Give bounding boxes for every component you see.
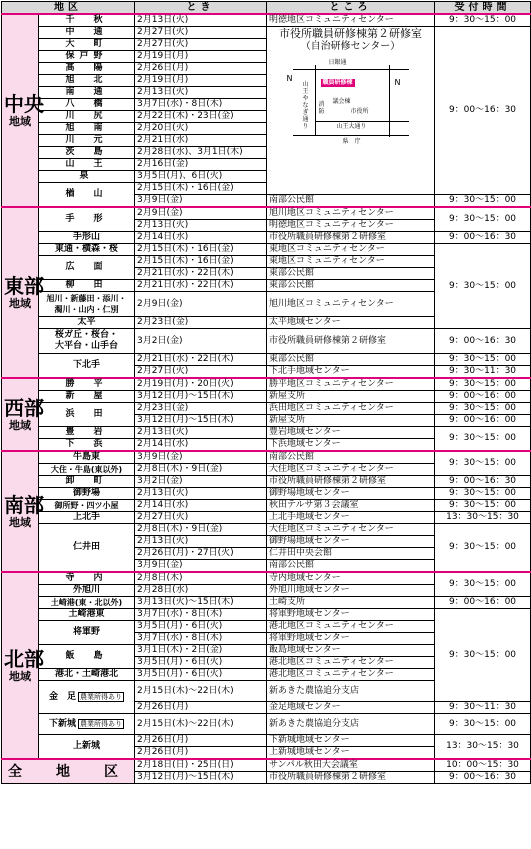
place-cell: 豊岩地域センター — [267, 427, 435, 439]
date-cell: 2月14日(水) — [135, 439, 267, 452]
place-cell: 旭川地区コミュニティセンター — [267, 292, 435, 317]
date-cell: 2月9日(金) — [135, 292, 267, 317]
table-row — [2, 759, 531, 772]
region-seibu: 西部 地域 — [2, 378, 39, 451]
area-cell: 上北手 — [39, 512, 135, 524]
date-cell: 3月5日(月)、6日(火) — [135, 171, 267, 183]
date-cell: 3月1日(木)・2日(金) — [135, 645, 267, 657]
time-cell: 9：30～15：00 — [435, 714, 531, 735]
place-cell: 勝平地区コミュニティセンター — [267, 378, 435, 391]
place-cell: 新屋支所 — [267, 391, 435, 403]
map-label-kencho: 県 庁 — [342, 138, 361, 145]
table-row — [2, 14, 531, 27]
place-cell: 太平地域センター — [267, 317, 435, 329]
area-cell: 八 橋 — [39, 99, 135, 111]
time-cell: 9：30～15：00 — [435, 244, 531, 329]
time-cell: 9：00～16：30 — [435, 476, 531, 488]
place-cell: 外旭川地域センター — [267, 585, 435, 597]
north-arrow-icon: N — [286, 74, 293, 83]
area-cell: 浜 田 — [39, 403, 135, 427]
table-row — [2, 476, 531, 488]
date-cell: 2月13日(火) — [135, 220, 267, 232]
table-row — [2, 329, 531, 354]
date-cell: 2月28日(水)、3月1日(木) — [135, 147, 267, 159]
date-cell: 2月28日(水) — [135, 585, 267, 597]
area-cell: 手 形 — [39, 207, 135, 232]
place-cell: 上北手地域センター — [267, 512, 435, 524]
date-cell: 3月13日(火)～15日(木) — [135, 597, 267, 609]
time-cell: 9：30～11：30 — [435, 366, 531, 379]
date-cell: 2月19日(月) — [135, 75, 267, 87]
area-cell: 山 王 — [39, 159, 135, 171]
region-nanbu: 南部 地域 — [2, 451, 39, 572]
table-row — [2, 354, 531, 366]
area-cell: 御所野・四ツ小屋 — [39, 500, 135, 512]
table-row — [2, 427, 531, 439]
place-cell: 飯島地域センター — [267, 645, 435, 657]
date-cell: 2月27日(火) — [135, 27, 267, 39]
place-cell: 下北手地域センター — [267, 366, 435, 379]
place-cell: 大住地区コミュニティセンター — [267, 524, 435, 536]
area-cell: 大 町 — [39, 39, 135, 51]
date-cell: 2月13日(火) — [135, 427, 267, 439]
time-cell: 13：30～15：30 — [435, 735, 531, 760]
time-cell: 9：30～15：00 — [435, 572, 531, 597]
region-chuo: 中央 地域 — [2, 14, 39, 207]
place-cell: 市役所職員研修棟第２研修室 — [267, 772, 435, 784]
date-cell: 3月9日(金) — [135, 195, 267, 208]
area-cell: 土崎港(東・北以外) — [39, 597, 135, 609]
area-cell: 東通・横森・桜 — [39, 244, 135, 256]
area-cell: 手形山 — [39, 232, 135, 244]
place-cell: 東部公民館 — [267, 268, 435, 280]
area-cell: 港北・土崎港北 — [39, 669, 135, 681]
time-cell: 9：30～15：00 — [435, 427, 531, 452]
date-cell: 2月9日(金) — [135, 207, 267, 220]
place-cell: 明徳地区コミュニティセンター — [267, 220, 435, 232]
area-cell: 外旭川 — [39, 585, 135, 597]
date-cell: 2月15日(木)・16日(金) — [135, 256, 267, 268]
date-cell: 2月23日(金) — [135, 403, 267, 415]
time-cell: 9：00～16：30 — [435, 772, 531, 784]
place-cell: 御野場地域センター — [267, 488, 435, 500]
place-cell: 将軍野地域センター — [267, 633, 435, 645]
place-cell: 御野場地域センター — [267, 536, 435, 548]
area-cell: 旭 南 — [39, 123, 135, 135]
date-cell: 2月14日(水) — [135, 232, 267, 244]
place-cell: 新あきた農協追分支店 — [267, 681, 435, 702]
area-cell: 寺 内 — [39, 572, 135, 585]
place-cell: 東地区コミュニティセンター — [267, 256, 435, 268]
place-cell: 東部公民館 — [267, 280, 435, 292]
area-cell: 保戸野 — [39, 51, 135, 63]
time-cell: 9：00～16：30 — [435, 232, 531, 244]
area-cell: 上新城 — [39, 735, 135, 760]
place-cell: 市役所職員研修棟第２研修室 — [267, 329, 435, 354]
date-cell: 3月5日(月)・6日(火) — [135, 657, 267, 669]
date-cell: 2月8日(木)・9日(金) — [135, 464, 267, 476]
date-cell: 2月26日(月) — [135, 735, 267, 747]
place-cell: 南部公民館 — [267, 195, 435, 208]
table-row — [2, 451, 531, 464]
area-cell: 楢 山 — [39, 183, 135, 208]
table-row — [2, 609, 531, 621]
place-cell: 港北地区コミュニティセンター — [267, 669, 435, 681]
map-label-cityhall: 市役所 — [350, 108, 369, 115]
place-cell: 明徳地区コミュニティセンター — [267, 14, 435, 27]
note-badge: 農業所得あり — [80, 692, 122, 701]
place-cell: 浜田地区コミュニティセンター — [267, 403, 435, 415]
time-cell: 9：30～15：00 — [435, 609, 531, 702]
area-cell: 千 秋 — [39, 14, 135, 27]
area-cell: 柳 田 — [39, 280, 135, 292]
date-cell: 2月26日(月) — [135, 63, 267, 75]
date-cell: 2月26日(月) — [135, 702, 267, 714]
table-row — [2, 500, 531, 512]
date-cell: 2月18日(日)・25日(日) — [135, 759, 267, 772]
location-map — [285, 57, 417, 157]
date-cell: 3月12日(月)～15日(木) — [135, 391, 267, 403]
map-label-gikai: 議会棟 — [332, 98, 351, 105]
date-cell: 2月13日(火) — [135, 488, 267, 500]
area-cell: 高 陽 — [39, 63, 135, 75]
date-cell: 3月9日(金) — [135, 451, 267, 464]
place-cell: 東部公民館 — [267, 354, 435, 366]
area-cell: 大住・牛島(東以外) — [39, 464, 135, 476]
area-cell: 卸 町 — [39, 476, 135, 488]
place-main-cell — [267, 27, 435, 195]
table-row — [2, 735, 531, 747]
place-cell: 市役所職員研修棟第２研修室 — [267, 476, 435, 488]
map-label-sanno-oodori: 山王大通り — [336, 123, 367, 130]
place-cell: 将軍野地域センター — [267, 609, 435, 621]
map-label-nichiei: 日銀通 — [328, 59, 347, 66]
time-cell: 9：00～16：00 — [435, 597, 531, 609]
place-cell: 土崎支所 — [267, 597, 435, 609]
table-row — [2, 403, 531, 415]
table-row — [2, 488, 531, 500]
place-cell: サンパル秋田大会議室 — [267, 759, 435, 772]
date-cell: 2月22日(木)・23日(金) — [135, 111, 267, 123]
time-cell: 9：30～15：00 — [435, 488, 531, 500]
date-cell: 2月23日(金) — [135, 317, 267, 329]
area-cell: 中 通 — [39, 27, 135, 39]
time-cell: 9：30～15：00 — [435, 524, 531, 573]
region-hokubu: 北部 地域 — [2, 572, 39, 759]
date-cell: 2月21日(水)・22日(木) — [135, 354, 267, 366]
date-cell: 3月7日(水)・8日(木) — [135, 99, 267, 111]
time-cell: 9：30～15：00 — [435, 14, 531, 27]
date-cell: 2月13日(火) — [135, 87, 267, 99]
table-row — [2, 391, 531, 403]
date-cell: 3月9日(金) — [135, 560, 267, 573]
date-cell: 3月7日(水)・8日(木) — [135, 609, 267, 621]
time-cell: 9：30～15：00 — [435, 195, 531, 208]
place-cell: 下新城地域センター — [267, 735, 435, 747]
map-label-fire: 消防 — [318, 101, 325, 115]
date-cell: 3月12日(月)～15日(木) — [135, 772, 267, 784]
all-districts-label: 全 地 区 — [2, 759, 135, 784]
table-row — [2, 207, 531, 220]
table-row — [2, 244, 531, 256]
date-cell: 2月20日(火) — [135, 123, 267, 135]
table-row — [2, 524, 531, 536]
place-cell: 寺内地域センター — [267, 572, 435, 585]
area-cell: 旭 北 — [39, 75, 135, 87]
date-cell: 3月5日(月)・6日(火) — [135, 669, 267, 681]
date-cell: 2月21日(水)・22日(木) — [135, 268, 267, 280]
date-cell: 3月12日(月)～15日(木) — [135, 415, 267, 427]
place-main-subtitle: （自治研修センター） — [300, 41, 401, 52]
header-area: 地区 — [2, 2, 135, 15]
place-cell: 南部公民館 — [267, 560, 435, 573]
place-cell: 東地区コミュニティセンター — [267, 244, 435, 256]
header-date: とき — [135, 2, 267, 15]
area-cell: 下新城 農業所得あり — [39, 714, 135, 735]
date-cell: 2月21日(水) — [135, 135, 267, 147]
date-cell: 2月19日(月) — [135, 51, 267, 63]
date-cell: 3月2日(金) — [135, 476, 267, 488]
area-cell: 将軍野 — [39, 621, 135, 645]
date-cell: 3月2日(金) — [135, 329, 267, 354]
area-cell: 泉 — [39, 171, 135, 183]
time-cell: 9：00～16：30 — [435, 27, 531, 195]
area-cell: 勝 平 — [39, 378, 135, 391]
area-cell: 下 浜 — [39, 439, 135, 452]
date-cell: 2月26日(月)・27日(火) — [135, 548, 267, 560]
time-cell: 9：00～16：00 — [435, 391, 531, 403]
date-cell: 2月27日(火) — [135, 366, 267, 379]
date-cell: 2月15日(木)・16日(金) — [135, 244, 267, 256]
north-arrow-icon: N — [394, 78, 401, 87]
date-cell: 2月15日(木)～22日(木) — [135, 714, 267, 735]
time-cell: 9：30～15：00 — [435, 451, 531, 476]
date-cell: 2月21日(水)・22日(木) — [135, 280, 267, 292]
table-row — [2, 512, 531, 524]
area-cell: 金 足 農業所得あり — [39, 681, 135, 714]
date-cell: 2月8日(木) — [135, 572, 267, 585]
area-cell: 牛島東 — [39, 451, 135, 464]
time-cell: 9：30～15：00 — [435, 403, 531, 415]
date-cell: 2月27日(火) — [135, 39, 267, 51]
place-cell: 秋田テルサ第３会議室 — [267, 500, 435, 512]
schedule-table — [1, 1, 531, 784]
area-cell: 新 屋 — [39, 391, 135, 403]
table-row — [2, 232, 531, 244]
time-cell: 10：00～15：30 — [435, 759, 531, 772]
area-cell: 下北手 — [39, 354, 135, 379]
header-time: 受付時間 — [435, 2, 531, 15]
place-cell: 新あきた農協追分支店 — [267, 714, 435, 735]
time-cell: 9：00～16：00 — [435, 415, 531, 427]
date-cell: 2月16日(金) — [135, 159, 267, 171]
time-cell: 9：30～15：00 — [435, 354, 531, 366]
table-row — [2, 27, 531, 39]
table-row — [2, 714, 531, 735]
place-main-title: 市役所職員研修棟第２研修室 — [279, 27, 422, 40]
date-cell: 2月14日(水) — [135, 500, 267, 512]
note-badge: 農業所得あり — [80, 719, 122, 728]
date-cell: 2月19日(月)・20日(火) — [135, 378, 267, 391]
time-cell: 9：30～15：00 — [435, 378, 531, 391]
map-label-street: 山王やなぎ通り — [302, 81, 309, 130]
header-place: ところ — [267, 2, 435, 15]
time-cell: 9：00～16：30 — [435, 329, 531, 354]
area-cell: 御野場 — [39, 488, 135, 500]
area-cell: 仁井田 — [39, 524, 135, 573]
area-cell: 茨 島 — [39, 147, 135, 159]
place-cell: 下浜地域センター — [267, 439, 435, 452]
date-cell: 2月13日(火) — [135, 14, 267, 27]
table-row — [2, 378, 531, 391]
time-cell: 9：30～15：00 — [435, 207, 531, 232]
region-tobu: 東部 地域 — [2, 207, 39, 378]
date-cell: 2月27日(火) — [135, 512, 267, 524]
table-row — [2, 572, 531, 585]
area-cell: 飯 島 — [39, 645, 135, 669]
map-building-kenshu: 職員研修棟 — [322, 79, 353, 86]
place-cell: 仁井田中央会館 — [267, 548, 435, 560]
place-cell: 大住地区コミュニティセンター — [267, 464, 435, 476]
time-cell: 13：30～15：30 — [435, 512, 531, 524]
date-cell: 2月15日(木)・16日(金) — [135, 183, 267, 195]
place-cell: 南部公民館 — [267, 451, 435, 464]
table-row — [2, 597, 531, 609]
area-cell: 太平 — [39, 317, 135, 329]
area-cell: 広 面 — [39, 256, 135, 280]
place-cell: 新屋支所 — [267, 415, 435, 427]
place-cell: 上新城地域センター — [267, 747, 435, 760]
date-cell: 3月7日(水)・8日(木) — [135, 633, 267, 645]
place-cell: 金足地域センター — [267, 702, 435, 714]
place-cell: 旭川地区コミュニティセンター — [267, 207, 435, 220]
area-cell: 川 尻 — [39, 111, 135, 123]
header-row — [2, 2, 531, 15]
date-cell: 2月15日(木)～22日(木) — [135, 681, 267, 702]
place-cell: 港北地区コミュニティセンター — [267, 657, 435, 669]
area-cell: 桜ガ丘・桜台・ 大平台・山手台 — [39, 329, 135, 354]
date-cell: 2月8日(木)・9日(金) — [135, 524, 267, 536]
date-cell: 3月5日(月)・6日(火) — [135, 621, 267, 633]
date-cell: 2月13日(火) — [135, 536, 267, 548]
area-cell: 豊 岩 — [39, 427, 135, 439]
time-cell: 9：30～15：00 — [435, 500, 531, 512]
place-cell: 市役所職員研修棟第２研修室 — [267, 232, 435, 244]
area-cell: 土崎港東 — [39, 609, 135, 621]
date-cell: 2月26日(月) — [135, 747, 267, 760]
time-cell: 9：30～11：30 — [435, 702, 531, 714]
area-cell: 川 元 — [39, 135, 135, 147]
area-cell: 旭川・新藤田・添川・ 濁川・山内・仁別 — [39, 292, 135, 317]
area-cell: 南 通 — [39, 87, 135, 99]
place-cell: 港北地区コミュニティセンター — [267, 621, 435, 633]
